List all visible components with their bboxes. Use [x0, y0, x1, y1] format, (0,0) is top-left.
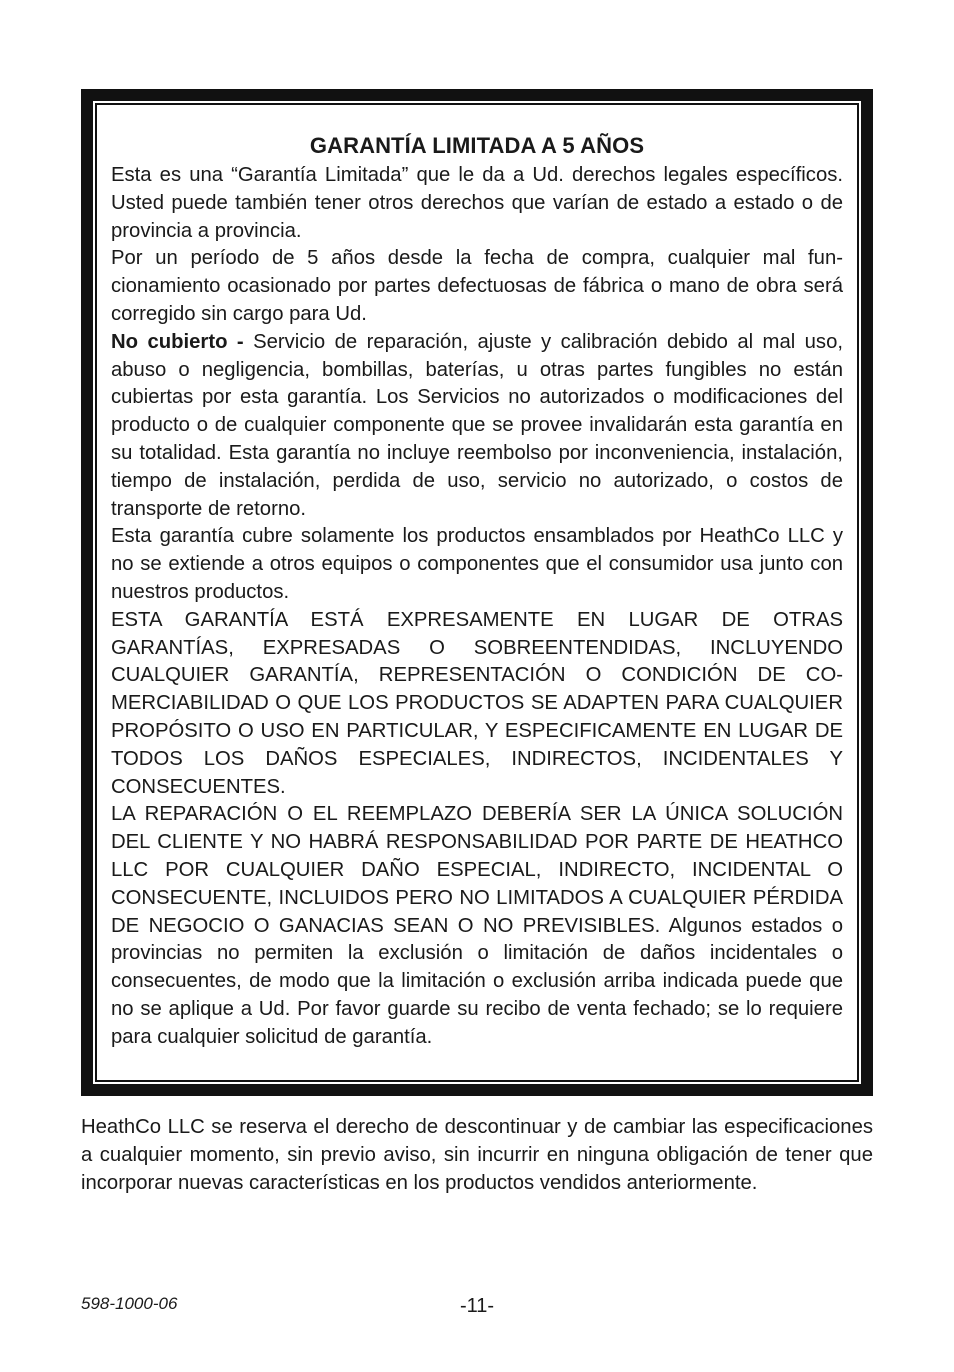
warranty-paragraph-not-covered [111, 329, 843, 524]
warranty-title: GARANTÍA LIMITADA A 5 AÑOS [309, 133, 645, 158]
warranty-paragraph-disclaimer: ESTA GARANTÍA ESTÁ EXPRESAMENTE EN LUGAR DE OTRAS GARANTÍAS, EXPRESADAS O SOBREENTENDIDAS, INCLUYENDO CUALQUIER GARANTÍA, REPRESENTACIÓN O CONDICIÓN DE COMERCIABILIDAD O QUE LOS PRODUCTOS SE ADAPTEN PARA CUALQUIER PROPÓSITO O USO EN PARTICULAR, Y ESPECIFICAMENTE EN LUGAR DE TODOS LOS DAÑOS ESPECIALES, INDIRECTOS, INCIDENTALES Y CONSECUENTES. [111, 608, 843, 798]
not-covered-label: No cubierto - [111, 330, 254, 353]
warranty-inner-frame [95, 103, 859, 1082]
footer-note: HeathCo LLC se reserva el derecho de descontinuar y de cambiar las especificaciones a cualquier momento, sin previo aviso, sin incurrir en ninguna obligación de tener que incorporar nuevas características en los productos vendidos anteriormente. [81, 1116, 873, 1194]
warranty-paragraph-intro: Esta es una “Garantía Limitada” que le da a Ud. derechos legales específicos. Usted puede también tener otros derechos que varían de estado a estado o de provincia a provincia. [111, 164, 843, 242]
warranty-paragraph-coverage: Por un período de 5 años desde la fecha de compra, cualquier mal funcionamiento ocasionado por partes defectuosas de fábrica o mano de obra será corregido sin cargo para Ud. [111, 247, 843, 325]
not-covered-text: Servicio de reparación, ajuste y calibración debido al mal uso, abuso o negligencia, bombillas, baterías, u otras partes fungibles no están cubiertas por esta garantía. Los Servicios no autorizados o modificaciones del producto o de cualquier componente que se provee invalidarán esta garantía en su totalidad. Esta garantía no incluye reembolso por inconveniencia, instalación, tiempo de instalación, perdida de uso, servicio no autorizado, o costos de transporte de retorno. [111, 330, 843, 520]
page-number: -11- [459, 1295, 495, 1317]
document-number: 598-1000-06 [81, 1294, 178, 1313]
warranty-paragraph-scope: Esta garantía cubre solamente los productos ensamblados por HeathCo LLC y no se extiende a otros equipos o componentes que el consumidor usa junto con nuestros productos. [111, 525, 843, 603]
warranty-paragraph-liability: LA REPARACIÓN O EL REEMPLAZO DEBERÍA SER LA ÚNICA SOLUCIÓN DEL CLIENTE Y NO HABRÁ RESPONSABILIDAD POR PARTE DE HEATHCO LLC POR CUALQUIER DAÑO ESPECIAL, INDIRECTO, INCIDENTAL O CONSECUENTE, INCLUIDOS PERO NO LIMITADOS A CUALQUIER PÉRDIDA DE NEGOCIO O GANACIAS SEAN O NO PREVISIBLES. Algunos estados o provincias no permiten la exclusión o limitación de daños incidentales o consecuentes, de modo que la limitación o exclusión arriba indicada puede que no se aplique a Ud. Por favor guarde su recibo de venta fechado; se lo requiere para cualquier solicitud de garantía. [111, 803, 843, 1048]
warranty-box [81, 89, 873, 1096]
warranty-body [111, 162, 843, 1052]
